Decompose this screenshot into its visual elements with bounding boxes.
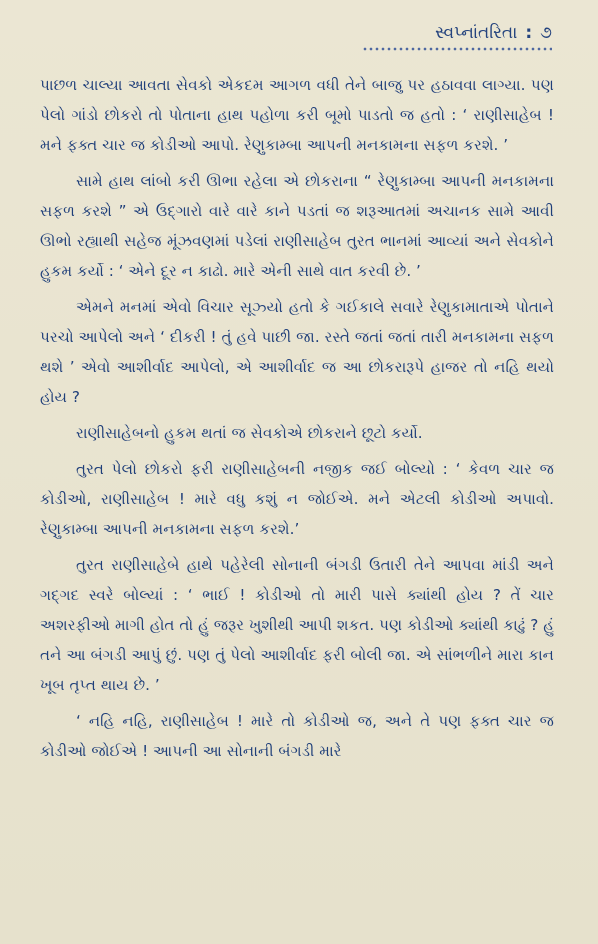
paragraph: પાછળ ચાલ્યા આવતા સેવકો એકદમ આગળ વધી તેને બાજુ પર હઠાવવા લાગ્યા. પણ પેલો ગાંડો છોકરો તો પોતાના હાથ પહોળા કરી બૂમો પાડતો જ હતો : ‘ રાણીસાહેબ ! મને ફક્ત ચાર જ કોડીઓ આપો. રેણુકામ્બા આપની મનકામના સફળ કરશે. ’ <box>40 76 554 154</box>
paragraph: એમને મનમાં એવો વિચાર સૂઝ્યો હતો કે ગઈકાલે સવારે રેણુકામાતાએ પોતાને પરચો આપેલો અને ‘ દીકરી ! તું હવે પાછી જા. રસ્તે જતાં જતાં તારી મનકામના સફળ થશે ’ એવો આશીર્વાદ આપેલો, એ આશીર્વાદ જ આ છોકરારૂપે હાજર તો નહિ થયો હોય ? <box>40 298 554 406</box>
decorative-rule <box>362 47 552 52</box>
running-head <box>40 22 554 44</box>
paragraph: ‘ નહિ નહિ, રાણીસાહેબ ! મારે તો કોડીઓ જ, અને તે પણ ફક્ત ચાર જ કોડીઓ જોઈએ ! આપની આ સોનાની બંગડી મારે <box>40 712 554 760</box>
paragraph: તુરત પેલો છોકરો ફરી રાણીસાહેબની નજીક જઈ બોલ્યો : ‘ કેવળ ચાર જ કોડીઓ, રાણીસાહેબ ! મારે વધુ કશું ન જોઈએ. મને એટલી કોડીઓ અપાવો. રેણુકામ્બા આપની મનકામના સફળ કરશે.’ <box>40 460 554 538</box>
body-text <box>40 70 554 766</box>
paragraph: તુરત રાણીસાહેબે હાથે પહેરેલી સોનાની બંગડી ઉતારી તેને આપવા માંડી અને ગદ્ગદ સ્વરે બોલ્યાં : ‘ ભાઈ ! કોડીઓ તો મારી પાસે ક્યાંથી હોય ? તેં ચાર અશરફીઓ માગી હોત તો હું જરૂર ખુશીથી આપી શકત. પણ કોડીઓ ક્યાંથી કાઢું ? હું તને આ બંગડી આપું છું. પણ તું પેલો આશીર્વાદ ફરી બોલી જા. એ સાંભળીને મારા કાન ખૂબ તૃપ્ત થાય છે. ’ <box>40 556 554 694</box>
paragraph: સામે હાથ લાંબો કરી ઊભા રહેલા એ છોકરાના “ રેણુકામ્બા આપની મનકામના સફળ કરશે ” એ ઉદ્ગારો વારે વારે કાને પડતાં જ શરૂઆતમાં અચાનક સામે આવી ઊભો રહ્યાથી સહેજ મૂંઝવણમાં પડેલાં રાણીસાહેબ તુરત ભાનમાં આવ્યાં અને સેવકોને હુકમ કર્યો : ‘ એને દૂર ન કાઢો. મારે એની સાથે વાત કરવી છે. ’ <box>40 172 554 280</box>
running-head-title: સ્વપ્નાંતરિતા <box>435 23 518 43</box>
page-number: ૭ <box>540 23 552 43</box>
paragraph: રાણીસાહેબનો હુકમ થતાં જ સેવકોએ છોકરાને છૂટો કર્યો. <box>76 424 423 442</box>
running-head-separator: : <box>525 23 533 43</box>
